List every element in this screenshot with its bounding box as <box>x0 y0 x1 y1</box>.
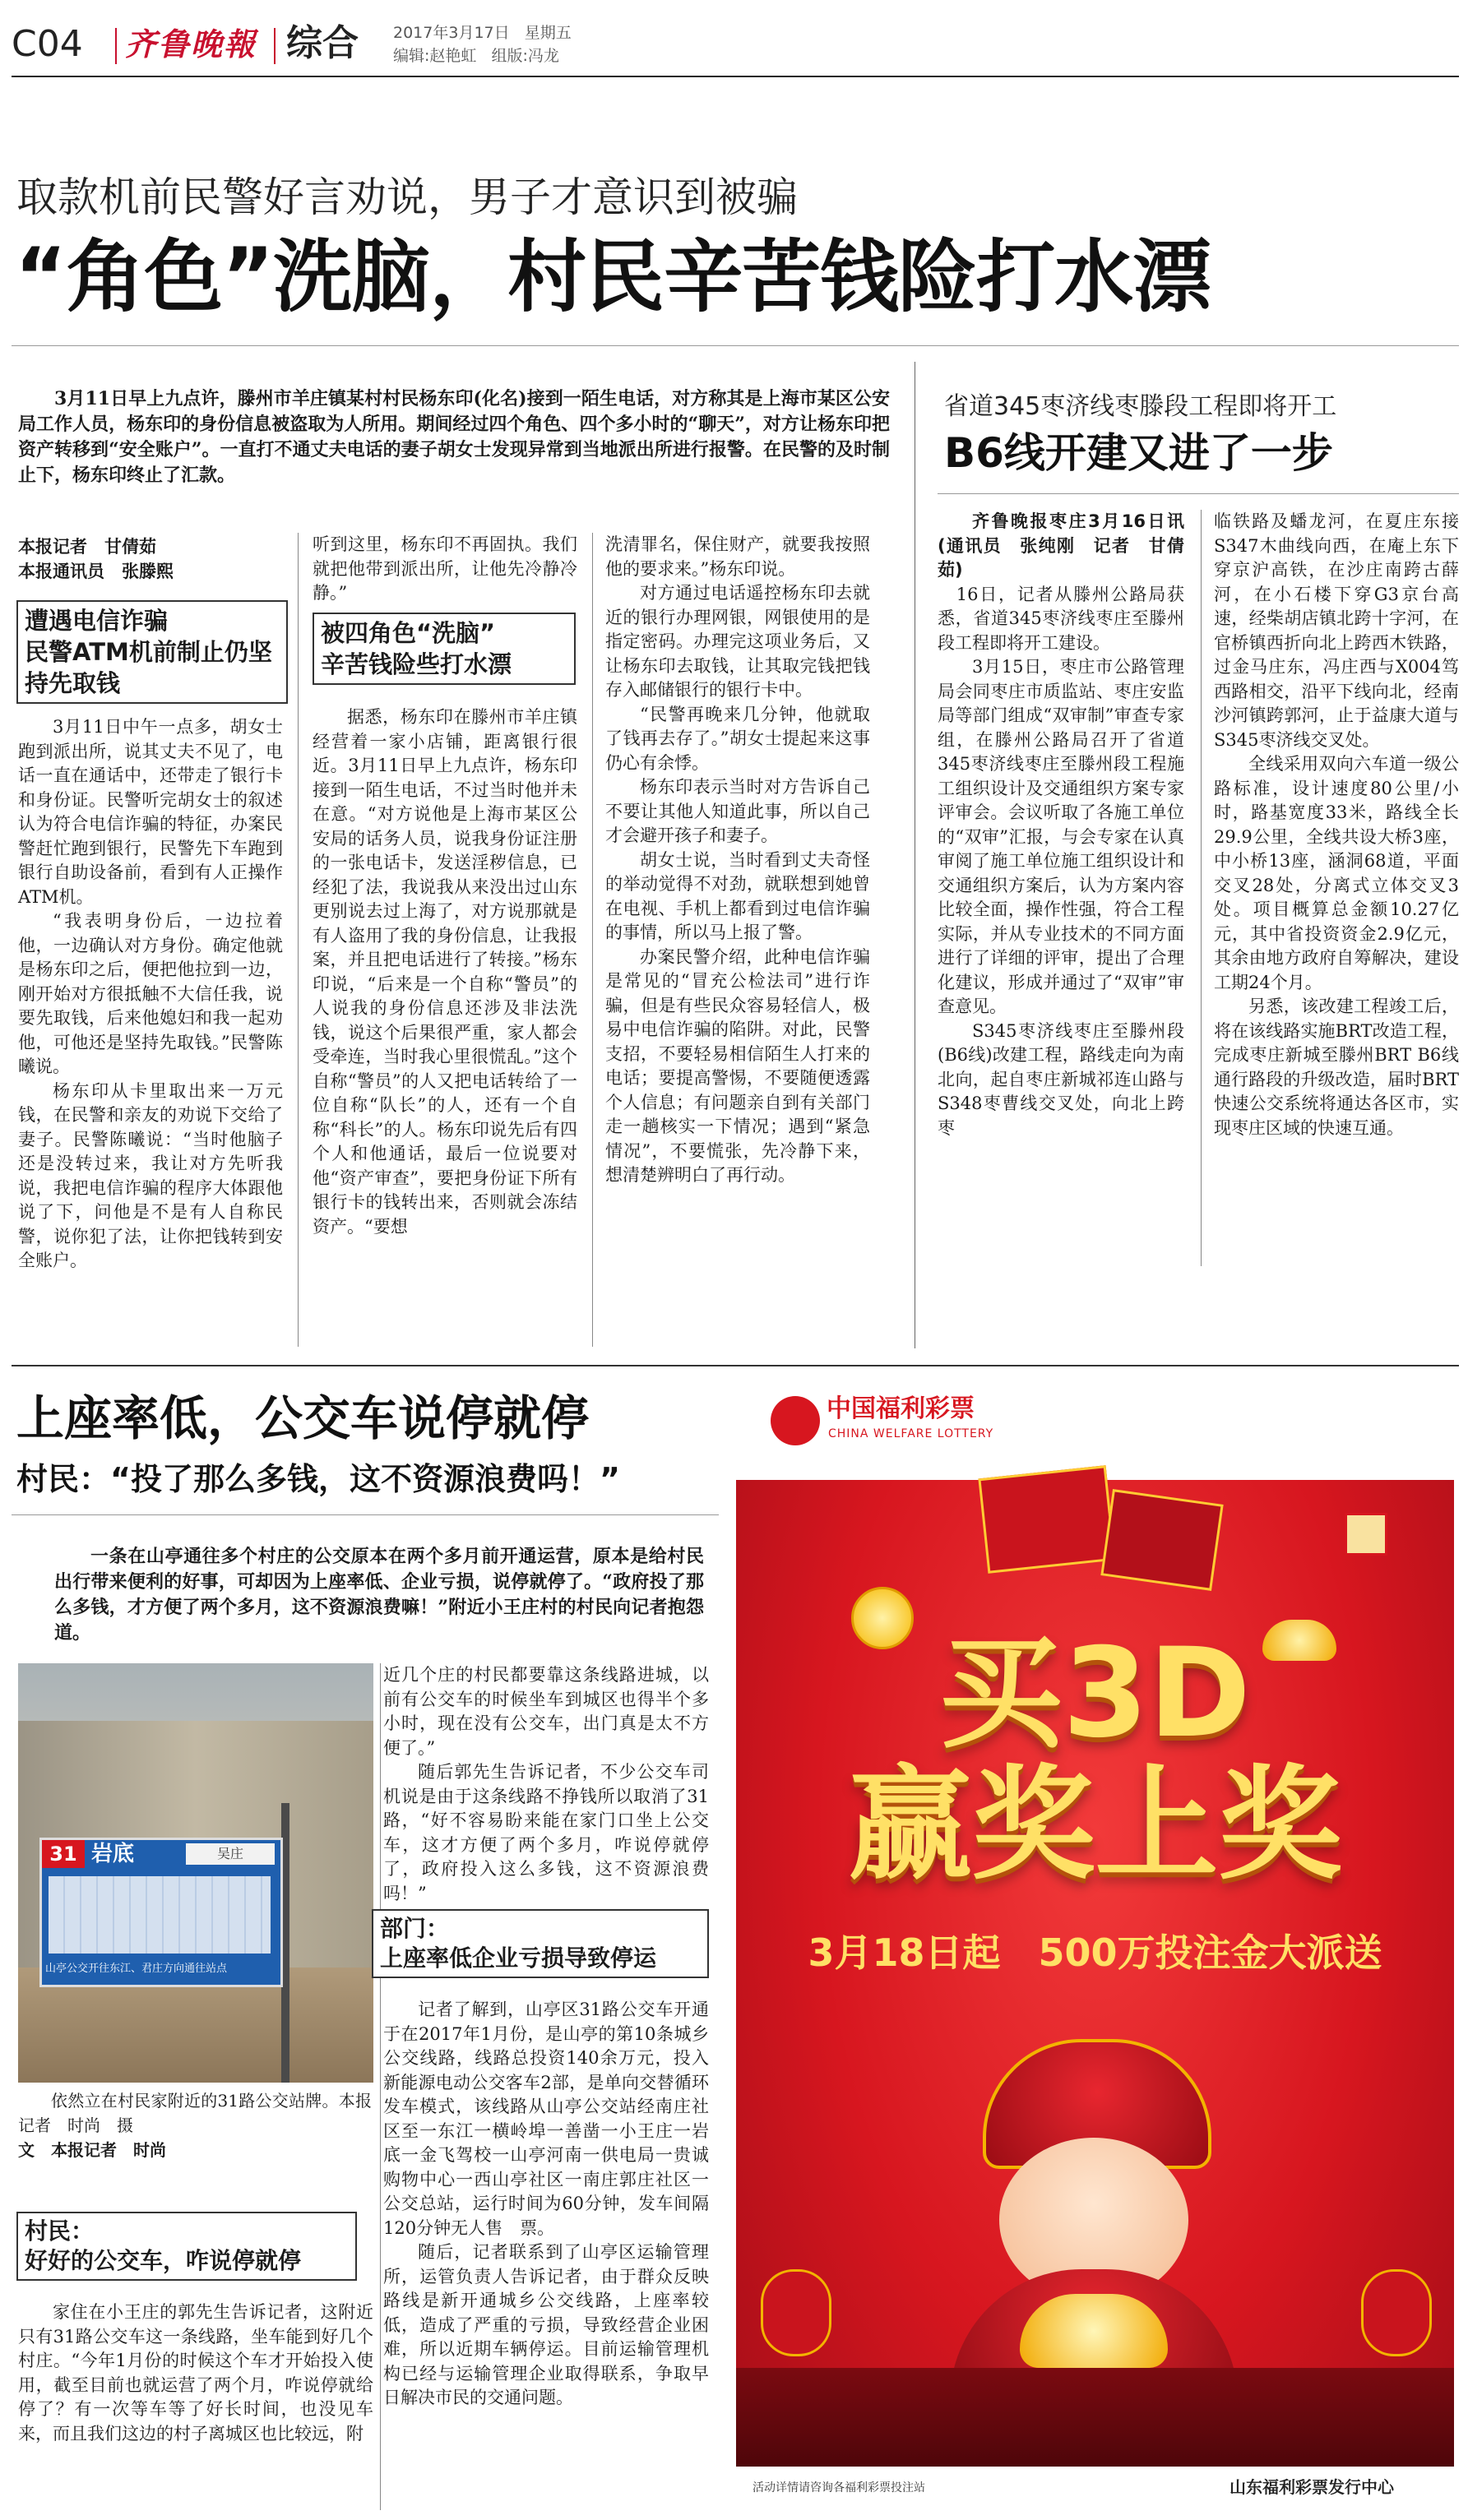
story1-lead <box>18 386 890 488</box>
story1-column-3 <box>605 533 870 1188</box>
story2-dateline: 齐鲁晚报枣庄3月16日讯(通讯员 张纯刚 记者 甘倩茹) <box>938 511 1184 580</box>
story1-headline: “角色”洗脑，村民辛苦钱险打水漂 <box>15 231 1211 323</box>
paragraph: 另悉，该改建工程竣工后，将在该线路实施BRT改造工程，完成枣庄新城至滕州BRT B6线通行路段的升级改造，届时BRT快速公交系统将通达各区市，实现枣庄区域的快速互通。 <box>1214 996 1459 1138</box>
photo-caption <box>18 2088 372 2162</box>
story3-lead <box>54 1544 704 1646</box>
story3-subhead-dept: 部门： 上座率低企业亏损导致停运 <box>372 1909 709 1978</box>
caption-text: 依然立在村民家附近的31路公交站牌。本报记者 时尚 摄 <box>18 2091 372 2135</box>
editor-credits <box>393 46 559 66</box>
section-rule <box>12 1365 1459 1366</box>
paragraph: 3月15日，枣庄市公路管理局会同枣庄市质监站、枣庄安监局等部门组成“双审制”审查专家组，在滕州公路局召开了省道345枣济线枣庄至滕州段工程施工组织设计及交通组织方案专家评审会。会议听取了各施工单位的“双审”汇报，与会专家在认真审阅了施工单位施工组织设计和交通组织方案后，认为方案内容比较全面，操作性强，符合工程实际，并从专业技术的不同方面进行了详细的评审，提出了合理化建议，形成并通过了“双审”审查意见。 <box>938 657 1184 1016</box>
paragraph: 办案民警介绍，此种电信诈骗是常见的“冒充公检法司”进行诈骗，但是有些民众容易轻信人，极易中电信诈骗的陷阱。对此，民警支招，不要轻易相信陌生人打来的电话；要提高警惕，不要随便透露个人信息；有问题亲自到有关部门走一趟核实一下情况；遇到“紧急情况”，不要慌张，先冷静下来，想清楚辨明白了再行动。 <box>605 946 870 1185</box>
article-credit: 文 本报记者 时尚 <box>18 2140 166 2160</box>
gold-ingot-icon <box>1020 2294 1168 2368</box>
sign-next-stop: 吴庄 <box>186 1843 275 1865</box>
paragraph: 对方通过电话遥控杨东印去就近的银行办理网银，网银使用的是指定密码。办理完这项业务后，又让杨东印去取钱，让其取完钱把钱存入邮储银行的银行卡中。 <box>605 583 870 700</box>
paragraph: 据悉，杨东印在滕州市羊庄镇经营着一家小店铺，距离银行很近。3月11日早上九点许，杨东印接到一陌生电话，不过当时他并未在意。“对方说他是上海市某区公安局的话务人员，说我身份证注册的一张电话卡，发送淫秽信息，已经犯了法，我说我从来没出过山东更别说去过上海了，对方说那就是有人盗用了我的身份信息，让我报案，并且把电话进行了转接。”杨东印说，“后来是一个自称“警员”的人说我的身份信息还涉及非法洗钱，说这个后果很严重，家人都会受牵连，当时我心里很慌乱。”这个自称“警员”的人又把电话转给了一位自称“队长”的人，还有一个自称“科长”的人。杨东印说先后有四个人和他通话，最后一位说要对他“资产审查”，要把身份证下所有银行卡的钱转出来，否则就会冻结资产。“要想 <box>313 707 577 1237</box>
paragraph: S345枣济线枣庄至滕州段(B6线)改建工程，路线走向为南北向，起自枣庄新城祁连山路与S348枣曹线交叉处，向北上跨枣 <box>938 1020 1184 1138</box>
paragraph: 随后郭先生告诉记者，不少公交车司机说是由于这条线路不挣钱所以取消了31路，“好不容易盼来能在家门口坐上公交车，这才方便了两个多月，咋说停就停了，政府投入这么多钱，这不资源浪费吗！” <box>383 1762 709 1903</box>
paragraph: 3月11日中午一点多，胡女士跑到派出所，说其丈夫不见了，电话一直在通话中，还带走了银行卡和身份证。民警听完胡女士的叙述认为符合电信诈骗的特征，办案民警赶忙跑到银行，民警先下车跑到银行自助设备前，看到有人正操作ATM机。 <box>18 717 283 907</box>
story2-column-2 <box>1214 510 1459 1140</box>
red-envelope-icon <box>978 1465 1115 1574</box>
paragraph: 洗清罪名，保住财产，就要我按照他的要求来。”杨东印说。 <box>605 534 870 579</box>
story1-column-2a <box>313 533 577 606</box>
paragraph: “我表明身份后，一边拉着他，一边确认对方身份。确定他就是杨东印之后，便把他拉到一边，刚开始对方很抵触不大信任我，说要先取钱，后来他媳妇和我一起劝他，可他还是坚持先取钱。”民警陈曦说。 <box>18 911 283 1076</box>
skyline-silhouette <box>736 2368 1454 2467</box>
story1-kicker: 取款机前民警好言劝说，男子才意识到被骗 <box>16 173 798 221</box>
story2-kicker: 省道345枣济线枣滕段工程即将开工 <box>944 392 1337 421</box>
story1-column-1 <box>18 715 283 1274</box>
paragraph: 胡女士说，当时看到丈夫奇怪的举动觉得不对劲，就联想到她曾在电视、手机上都看到过电信诈骗的事情，所以马上报了警。 <box>605 849 870 942</box>
ad-footer-right: 山东福利彩票发行中心 <box>1230 2477 1394 2497</box>
story3-right-column-a <box>383 1663 709 1906</box>
editor-text: 编辑:赵艳虹 <box>393 47 477 65</box>
paragraph: “民警再晚来几分钟，他就取了钱再去存了。”胡女士提起来这事仍心有余悸。 <box>605 704 870 773</box>
story3-subheadline: 村民：“投了那么多钱，这不资源浪费吗！” <box>16 1461 620 1497</box>
date-text: 2017年3月17日 <box>393 24 510 42</box>
paragraph: 16日，记者从滕州公路局获悉，省道345枣济线枣庄至滕州段工程即将开工建设。 <box>938 584 1184 653</box>
paragraph: 近几个庄的村民都要靠这条线路进城，以前有公交车的时候坐车到城区也得半个多小时，现在没有公交车，出门真是太不方便了。” <box>383 1665 709 1758</box>
ad-title-line1: 买3D <box>939 1622 1251 1765</box>
paragraph: 临铁路及蟠龙河，在夏庄东接S347木曲线向西，在庵上东下穿京沪高铁，在沙庄南跨古薛河，在小石楼下穿G3京台高速，经柴胡店镇北跨十字河，在官桥镇西折向北上跨西木铁路，过金马庄东，冯庄西与X004笃西路相交，沿平下线向北，经南沙河镇跨郭河，止于益康大道与S345枣济线交叉处。 <box>1214 511 1459 750</box>
story2-head-rule <box>938 493 1459 494</box>
page-number: C04 <box>12 23 83 65</box>
paragraph: 家住在小王庄的郭先生告诉记者，这附近只有31路公交车这一条线路，坐车能到好几个村庄。“今年1月份的时候这个车才开始投入使用，截至目前也就运营了两个月，咋说停就给停了？有一次等车等了好长时间，也没见车来，而且我们这边的村子离城区也比较远，附 <box>18 2302 373 2444</box>
lottery-logo-mark <box>771 1396 820 1445</box>
column-divider <box>1201 510 1202 1266</box>
masthead-divider-2 <box>274 28 276 64</box>
column-divider <box>298 533 299 1347</box>
lottery-logo-english: CHINA WELFARE LOTTERY <box>828 1427 994 1440</box>
story1-head-rule <box>12 345 1459 346</box>
sign-route-text: 31 <box>42 1840 85 1868</box>
paragraph: 记者了解到，山亭区31路公交车开通于在2017年1月份，是山亭的第10条城乡公交线路，线路总投资140余万元，投入新能源电动公交客车2部，是单向交替循环发车模式，该线路从山亭公交站经南庄社区至一东江一横岭埠一善凿一小王庄一岩底一金飞驾校一山亭河南一供电局一贵诚购物中心一西山亭社区一南庄郭庄社区一公交总站，运行时间为60分钟，发车间隔120分钟无人售 票。 <box>383 2000 709 2238</box>
story3-head-rule <box>12 1514 719 1515</box>
sign-bottom-text: 山亭公交开往东江、君庄方向通往站点 <box>45 1963 228 1975</box>
paragraph: 随后，记者联系到了山亭区运输管理所，运管负责人告诉记者，由于群众反映路线是新开通城乡公交线路，上座率较低，造成了严重的亏损，导致经营企业困难，所以近期车辆停运。目前运输管理机构已经与运输管理企业取得联系，争取早日解决市民的交通问题。 <box>383 2242 709 2407</box>
ad-tagline: 3月18日起 500万投注金大派送 <box>808 1930 1382 1975</box>
story1-subhead-2: 被四角色“洗脑” 辛苦钱险些打水漂 <box>313 613 576 685</box>
column-divider <box>380 1663 381 2510</box>
red-envelope-icon <box>1100 1489 1223 1591</box>
story3-lead-text: 一条在山亭通往多个村庄的公交原本在两个多月前开通运营，原本是给村民出行带来便利的好事，可却因为上座率低、企业亏损，说停就停了。“政府投了那么多钱，才方便了两个多月，这不资源浪费嘛！”附近小王庄村的村民向记者抱怨道。 <box>54 1546 704 1644</box>
bus-stop-sign <box>39 1838 283 1987</box>
story3-left-column <box>18 2300 373 2446</box>
lantern-icon <box>761 2269 831 2356</box>
bus-stop-photo <box>18 1663 373 2083</box>
masthead-divider-1 <box>115 28 117 64</box>
story2-column-1 <box>938 510 1184 1140</box>
lottery-logo-text: 中国福利彩票 <box>827 1394 975 1423</box>
column-divider <box>592 533 593 1347</box>
ad-footer-left: 活动详情请咨询各福利彩票投注站 <box>753 2481 925 2495</box>
story1-column-2b <box>313 705 577 1239</box>
lottery-advertisement <box>736 1381 1454 2512</box>
issue-date <box>393 23 572 43</box>
paragraph: 全线采用双向六车道一级公路标准，设计速度80公里/小时，路基宽度33米，路线全长29.9公里，全线共设大桥3座，中小桥13座，涵洞68道，平面交叉28处，分离式立体交叉3处。项目概算总金额10.27亿元，其中省投资资金2.9亿元，其余由地方政府自筹解决，建设工期24个月。 <box>1214 754 1459 992</box>
gift-box-icon <box>1345 1513 1387 1556</box>
lantern-icon <box>1361 2269 1432 2356</box>
section-name: 综合 <box>286 22 359 64</box>
ad-title-line2: 赢奖上奖 <box>848 1754 1342 1897</box>
paragraph: 杨东印从卡里取出来一万元钱，在民警和亲友的劝说下交给了妻子。民警陈曦说：“当时他脑子还是没转过来，我让对方先听我说，我把电信诈骗的程序大体跟他说了下，问他是不是有人自称民警，说你犯了法，让你把钱转到安全账户。 <box>18 1080 283 1270</box>
weekday-text: 星期五 <box>524 24 572 42</box>
story1-subhead-1: 遭遇电信诈骗 民警ATM机前制止仍坚持先取钱 <box>16 600 288 704</box>
sign-route-table <box>49 1876 271 1954</box>
masthead-rule <box>12 76 1459 77</box>
story1-byline <box>18 534 174 584</box>
paper-logo: 齐鲁晚報 <box>125 25 257 62</box>
story2-headline: B6线开建又进了一步 <box>944 429 1333 477</box>
layout-text: 组版:冯龙 <box>491 47 559 65</box>
byline-correspondent: 本报通讯员 张滕熙 <box>18 562 174 581</box>
story3-right-column-b <box>383 1998 709 2411</box>
sign-stop-name: 岩底 <box>91 1842 135 1866</box>
story1-lead-text: 3月11日早上九点许，滕州市羊庄镇某村村民杨东印(化名)接到一陌生电话，对方称其是上海市某区公安局工作人员，杨东印的身份信息被盗取为人所用。期间经过四个角色、四个多小时的“聊天”，对方让杨东印把资产转移到“安全账户”。一直打不通丈夫电话的妻子胡女士发现异常到当地派出所进行报警。在民警的及时制止下，杨东印终止了汇款。 <box>18 388 890 486</box>
story3-subhead-villager: 村民： 好好的公交车，咋说停就停 <box>16 2212 357 2281</box>
paragraph: 听到这里，杨东印不再固执。我们就把他带到派出所，让他先冷静冷静。” <box>313 534 577 603</box>
paragraph: 杨东印表示当时对方告诉自己不要让其他人知道此事，所以自己才会避开孩子和妻子。 <box>605 777 870 845</box>
story3-headline: 上座率低，公交车说停就停 <box>16 1390 590 1446</box>
byline-reporter: 本报记者 甘倩茹 <box>18 537 156 557</box>
